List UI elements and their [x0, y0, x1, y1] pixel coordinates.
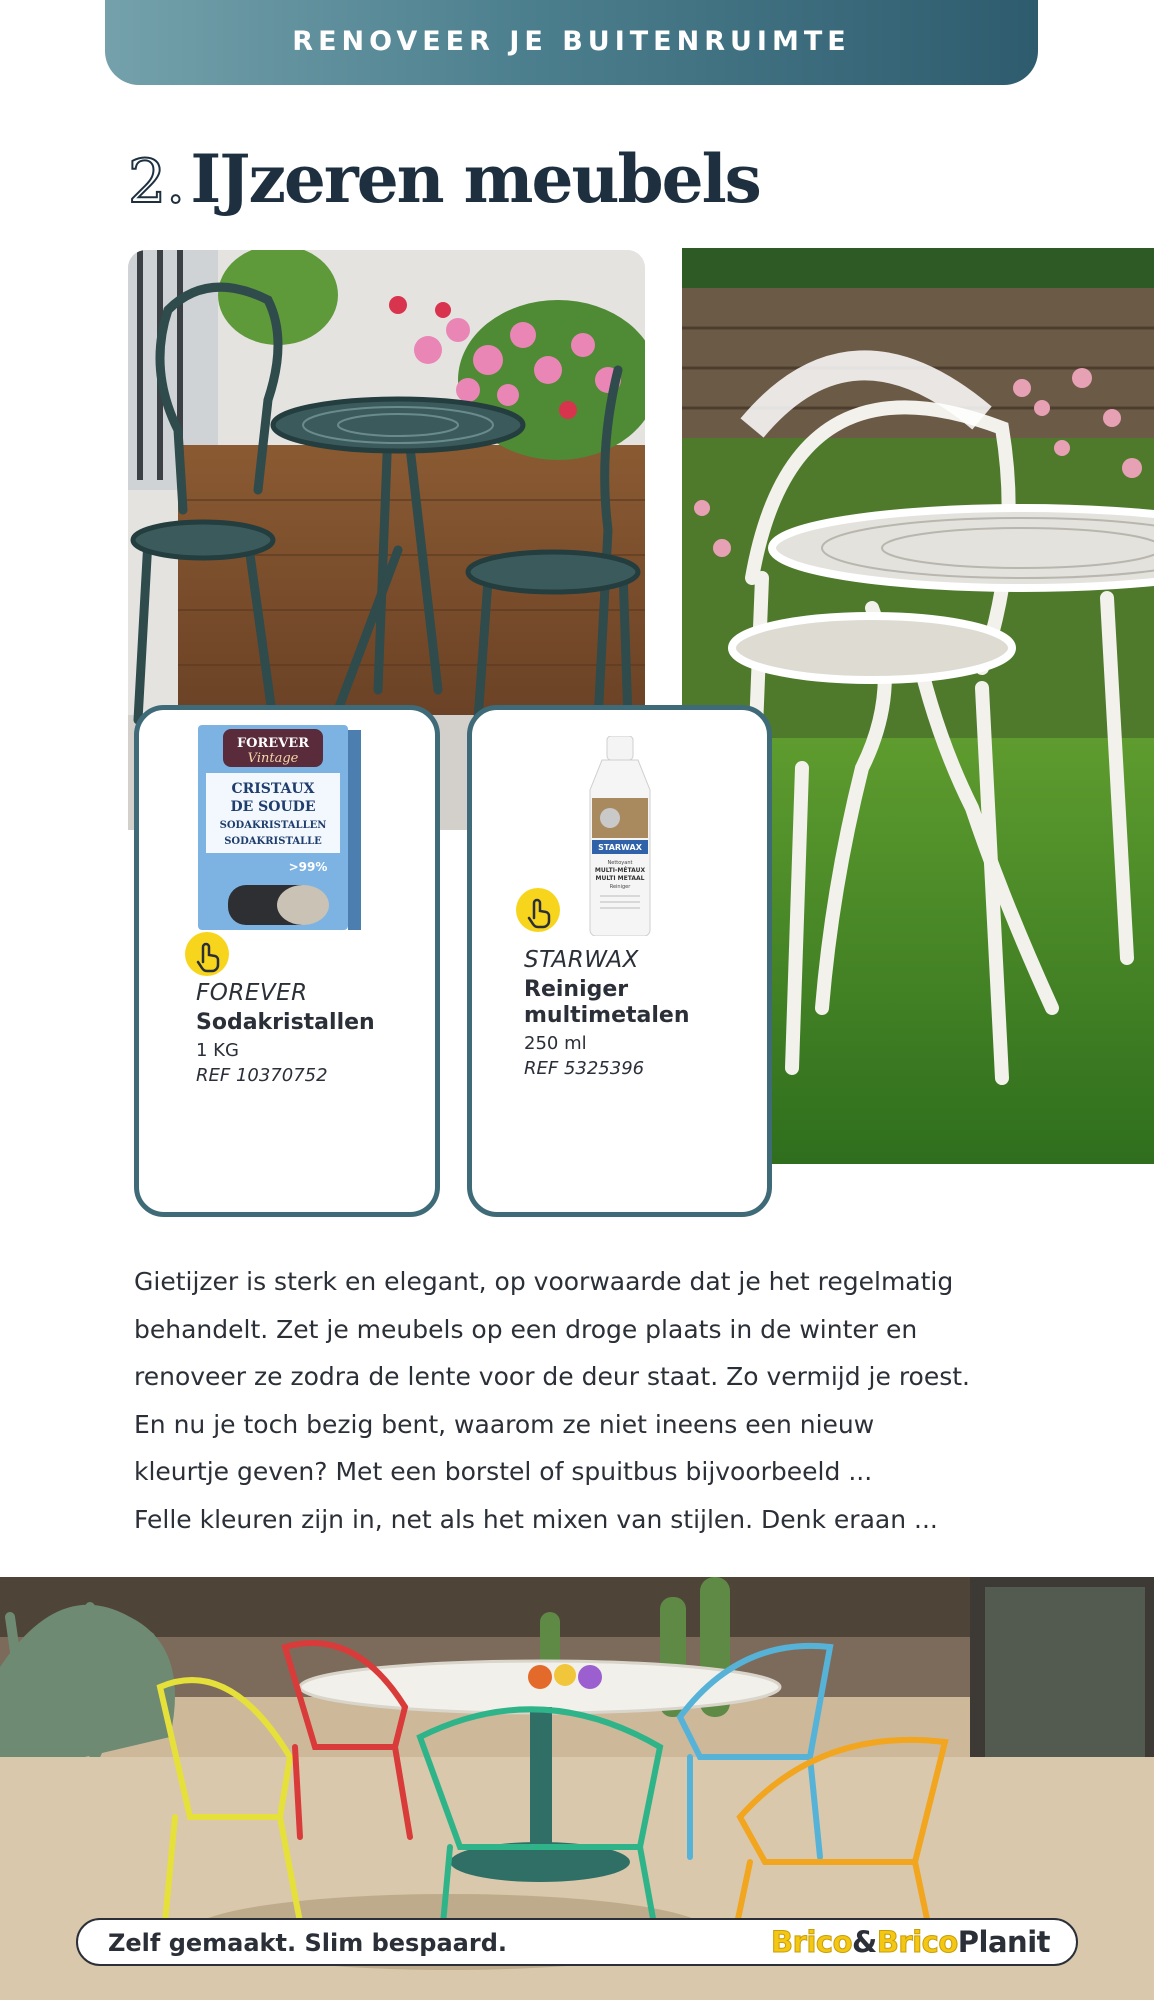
section-title: IJzeren meubels: [190, 140, 760, 218]
product-name: Sodakristallen: [196, 1010, 375, 1035]
starwax-bottle-image: [572, 736, 667, 936]
bottle-line4: Reiniger: [609, 884, 631, 890]
product-image-sodakristallen: [198, 725, 361, 935]
banner-title: RENOVEER JE BUITENRUIMTE: [292, 26, 851, 57]
hand-pointer-icon: [185, 932, 229, 976]
logo-part3: Planit: [957, 1925, 1050, 1959]
body-line: En nu je toch bezig bent, waarom ze niet ineens een nieuw: [134, 1409, 875, 1439]
footer-slogan-bar: [76, 1918, 1078, 1966]
product-ref: REF 10370752: [196, 1065, 328, 1086]
pack-badge: >99%: [288, 860, 328, 874]
hand-pointer-icon: [516, 888, 560, 932]
body-line: Felle kleuren zijn in, net als het mixen van stijlen. Denk eraan ...: [134, 1504, 938, 1534]
product-size: 250 ml: [524, 1033, 587, 1054]
pack-logo-line1: FOREVER: [236, 736, 310, 751]
body-line: kleurtje geven? Met een borstel of spuitbus bijvoorbeeld ...: [134, 1457, 873, 1486]
pack-line2: DE SOUDE: [230, 799, 316, 815]
logo-part1: Brico: [771, 1925, 853, 1959]
product-brand: FOREVER: [196, 980, 308, 1006]
body-paragraph: [134, 1258, 1014, 1543]
pack-logo-line2: Vintage: [247, 751, 299, 766]
body-line: renoveer ze zodra de lente voor de deur staat. Zo vermijd je roest.: [134, 1362, 970, 1391]
logo-amp: &: [852, 1925, 877, 1959]
product-ref: REF 5325396: [524, 1058, 645, 1079]
bottle-line3: MULTI METAAL: [595, 875, 645, 882]
product-image-reiniger: [572, 736, 667, 936]
bottle-line1: Nettoyant: [607, 860, 633, 866]
footer-slogan: Zelf gemaakt. Slim bespaard.: [108, 1929, 508, 1957]
body-line: behandelt. Zet je meubels op een droge plaats in de winter en: [134, 1314, 918, 1344]
bottle-brand: STARWAX: [598, 843, 642, 852]
header-banner: [105, 0, 1038, 85]
brico-planit-logo[interactable]: [771, 1925, 1050, 1961]
page-title: [128, 140, 760, 218]
product-card-starwax[interactable]: [467, 705, 772, 1217]
section-number: 2.: [128, 147, 186, 217]
pack-line1: CRISTAUX: [231, 781, 315, 797]
logo-part2: Brico: [876, 1925, 958, 1959]
product-brand: STARWAX: [524, 947, 639, 973]
product-name-line1: Reiniger: [524, 977, 629, 1002]
product-card-forever[interactable]: [134, 705, 440, 1217]
pack-line4: SODAKRISTALLE: [224, 836, 322, 847]
sodakristallen-pack-image: [198, 725, 361, 935]
pack-line3: SODAKRISTALLEN: [219, 820, 327, 831]
product-size: 1 KG: [196, 1040, 239, 1061]
body-line: Gietijzer is sterk en elegant, op voorwaarde dat je het regelmatig: [134, 1267, 954, 1296]
bottle-line2: MULTI-MÉTAUX: [594, 867, 646, 874]
product-name-line2: multimetalen: [524, 1003, 690, 1028]
